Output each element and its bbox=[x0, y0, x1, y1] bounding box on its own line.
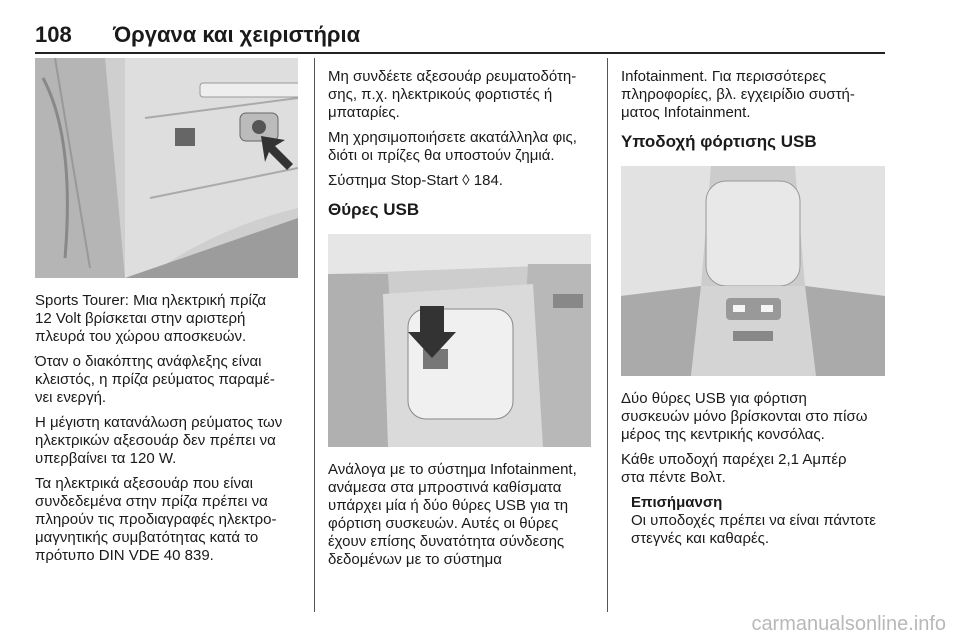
note-box bbox=[631, 494, 885, 548]
section-heading: Θύρες USB bbox=[328, 200, 420, 219]
column-right bbox=[621, 68, 885, 548]
watermark: carmanualsonline.info bbox=[751, 613, 946, 635]
paragraph: Infotainment. Για περισσότερες πληροφορίες, βλ. εγχειρίδιο συστή- ματος Infotainment. bbox=[621, 68, 855, 121]
paragraph: Κάθε υποδοχή παρέχει 2,1 Αμπέρ στα πέντε Βολτ. bbox=[621, 451, 847, 486]
paragraph: Σύστημα Stop-Start ◊ 184. bbox=[328, 172, 503, 189]
page-number: 108 bbox=[35, 22, 72, 47]
column-divider bbox=[314, 58, 315, 612]
header-rule bbox=[35, 52, 885, 54]
note-title: Επισήμανση bbox=[631, 494, 723, 511]
paragraph: Όταν ο διακόπτης ανάφλεξης είναι κλειστός, η πρίζα ρεύματος παραμέ- νει ενεργή. bbox=[35, 353, 275, 406]
column-left bbox=[35, 58, 298, 572]
paragraph: Μη χρησιμοποιήσετε ακατάλληλα φις, διότι οι πρίζες θα υποστούν ζημιά. bbox=[328, 129, 577, 164]
page-header bbox=[35, 14, 885, 48]
paragraph: Μη συνδέετε αξεσουάρ ρευματοδότη- σης, π.χ. ηλεκτρικούς φορτιστές ή μπαταρίες. bbox=[328, 68, 577, 121]
column-middle bbox=[328, 68, 591, 576]
front-usb-ports-illustration bbox=[328, 234, 591, 447]
section-heading: Υποδοχή φόρτισης USB bbox=[621, 132, 817, 151]
paragraph: Sports Tourer: Μια ηλεκτρική πρίζα 12 Volt βρίσκεται στην αριστερή πλευρά του χώρου αποσκευών. bbox=[35, 292, 267, 345]
page-title: Όργανα και χειριστήρια bbox=[113, 22, 361, 47]
paragraph: Δύο θύρες USB για φόρτιση συσκευών μόνο βρίσκονται στο πίσω μέρος της κεντρικής κονσόλας. bbox=[621, 390, 868, 443]
rear-usb-ports-illustration bbox=[621, 166, 885, 376]
paragraph: Ανάλογα με το σύστημα Infotainment, ανάμεσα στα μπροστινά καθίσματα υπάρχει μία ή δύο θύρες USB για τη φόρτιση συσκευών. Αυτές οι θύρες έχουν επίσης δυνατότητα σύνδεσης δεδομένων με το σύστημα bbox=[328, 461, 577, 568]
paragraph: Τα ηλεκτρικά αξεσουάρ που είναι συνδεδεμένα στην πρίζα πρέπει να πληρούν τις προδιαγραφές ηλεκτρο- μαγνητικής συμβατότητας κατά το πρότυπο DIN VDE 40 839. bbox=[35, 475, 277, 564]
note-text: Οι υποδοχές πρέπει να είναι πάντοτε στεγνές και καθαρές. bbox=[631, 512, 876, 547]
paragraph: Η μέγιστη κατανάλωση ρεύματος των ηλεκτρικών αξεσουάρ δεν πρέπει να υπερβαίνει τα 120 W. bbox=[35, 414, 283, 467]
trunk-power-outlet-illustration bbox=[35, 58, 298, 278]
column-divider bbox=[607, 58, 608, 612]
